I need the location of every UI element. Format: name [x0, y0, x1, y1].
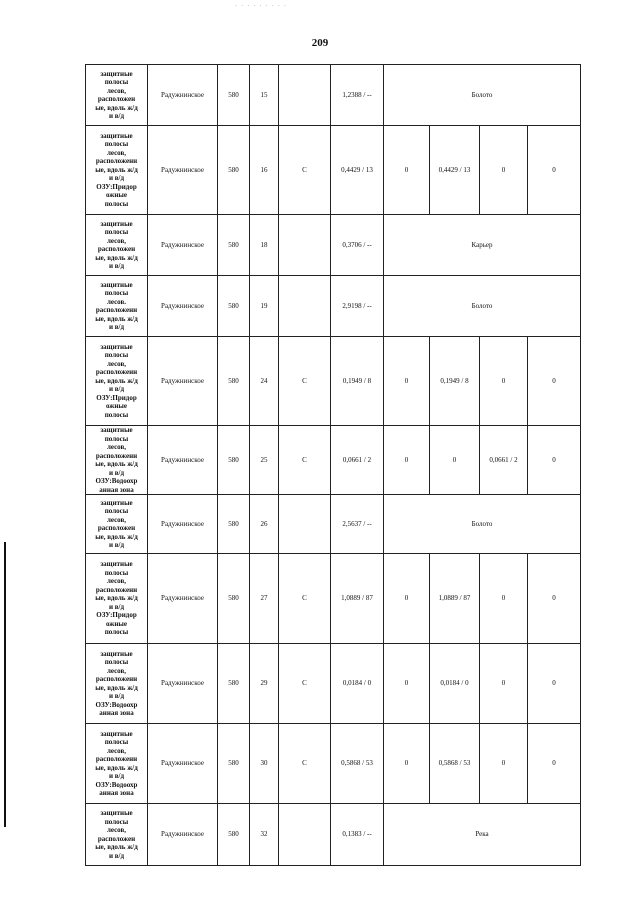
cell-land-type: Карьер — [384, 215, 581, 276]
cell-purpose — [86, 337, 148, 426]
cell-purpose — [86, 644, 148, 724]
cell-district: Радужнинское — [148, 337, 218, 426]
table-row — [86, 724, 581, 804]
purpose-line: защитные — [100, 342, 133, 351]
table-row — [86, 554, 581, 644]
cell-value-3: 0 — [480, 337, 528, 426]
purpose-line: полосы — [104, 289, 129, 297]
purpose-line: полосы — [104, 351, 129, 360]
cell-purpose — [86, 65, 148, 126]
purpose-line: защитные — [100, 809, 133, 817]
purpose-line: расположенн — [95, 157, 138, 166]
cell-area: 1,2388 / -- — [331, 65, 384, 126]
purpose-line: лесов, — [106, 443, 127, 451]
purpose-line: расположен — [97, 245, 136, 253]
cell-land-type: Болото — [384, 65, 581, 126]
cell-value-4: 0 — [528, 337, 581, 426]
cell-area: 2,5637 / -- — [331, 495, 384, 554]
purpose-line: и в/д — [108, 262, 125, 270]
cell-value-1: 0 — [384, 337, 430, 426]
cell-area: 0,4429 / 13 — [331, 126, 384, 215]
cell-value-4: 0 — [528, 554, 581, 644]
cell-purpose — [86, 126, 148, 215]
purpose-line: анная зона — [99, 789, 134, 797]
table-row — [86, 426, 581, 495]
cell-area: 0,1383 / -- — [331, 804, 384, 866]
purpose-line: ожные — [105, 191, 127, 200]
purpose-line: ОЗУ:Придор — [96, 393, 137, 402]
purpose-line: полосы — [104, 228, 129, 236]
purpose-line: защитные — [100, 649, 133, 658]
purpose-line: ОЗУ:Водоохр — [95, 477, 138, 485]
cell-value-2: 1,0889 / 87 — [430, 554, 480, 644]
forest-plots-table — [85, 64, 581, 866]
purpose-line: полосы — [104, 507, 129, 515]
page-number: 209 — [311, 37, 329, 49]
cell-area: 2,9198 / -- — [331, 276, 384, 337]
purpose-line: и в/д — [108, 692, 125, 700]
cell-land-type: Болото — [384, 276, 581, 337]
cell-quarter: 580 — [218, 337, 250, 426]
table-row — [86, 495, 581, 554]
cell-purpose — [86, 495, 148, 554]
cell-plot: 15 — [250, 65, 279, 126]
cell-plot: 25 — [250, 426, 279, 495]
cell-plot: 16 — [250, 126, 279, 215]
cell-value-2: 0,1949 / 8 — [430, 337, 480, 426]
purpose-line: полосы — [104, 199, 129, 208]
cell-purpose — [86, 215, 148, 276]
purpose-line: ые, вдоль ж/д — [95, 314, 138, 323]
table-row — [86, 804, 581, 866]
purpose-line: расположен — [97, 524, 136, 532]
purpose-line: и в/д — [108, 468, 125, 477]
purpose-line: и в/д — [108, 541, 125, 549]
purpose-line: ые, вдоль ж/д — [95, 253, 138, 262]
purpose-line: полосы — [104, 78, 129, 86]
purpose-line: защитные — [100, 426, 133, 434]
purpose-line: полосы — [104, 817, 129, 826]
cell-land-type: Болото — [384, 495, 581, 554]
table-row — [86, 644, 581, 724]
purpose-line: защитные — [100, 69, 133, 78]
purpose-line: защитные — [100, 280, 133, 289]
purpose-line: и в/д — [108, 323, 125, 331]
cell-value-3: 0 — [480, 644, 528, 724]
cell-purpose — [86, 554, 148, 644]
purpose-line: полосы — [104, 568, 129, 577]
purpose-line: ые, вдоль ж/д — [95, 532, 138, 541]
cell-value-2: 0 — [430, 426, 480, 495]
cell-value-3: 0 — [480, 724, 528, 804]
cell-district: Радужнинское — [148, 644, 218, 724]
cell-purpose — [86, 426, 148, 495]
table-row — [86, 337, 581, 426]
purpose-line: лесов, — [106, 86, 127, 95]
cell-plot: 18 — [250, 215, 279, 276]
cell-value-1: 0 — [384, 724, 430, 804]
purpose-line: лесов, — [106, 746, 127, 755]
purpose-line: защитные — [100, 131, 133, 140]
cell-plot: 29 — [250, 644, 279, 724]
cell-quarter: 580 — [218, 644, 250, 724]
cell-area: 0,0184 / 0 — [331, 644, 384, 724]
cell-purpose — [86, 724, 148, 804]
cell-category — [279, 65, 331, 126]
purpose-line: полосы — [104, 140, 129, 149]
purpose-line: защитные — [100, 498, 133, 507]
purpose-line: полосы — [104, 628, 129, 637]
cell-value-4: 0 — [528, 724, 581, 804]
cell-quarter: 580 — [218, 426, 250, 495]
cell-value-3: 0 — [480, 126, 528, 215]
cell-quarter: 580 — [218, 215, 250, 276]
purpose-line: ые, вдоль ж/д — [95, 683, 138, 692]
cell-area: 1,0889 / 87 — [331, 554, 384, 644]
purpose-line: расположенн — [95, 585, 138, 594]
purpose-line: и в/д — [108, 174, 125, 183]
cell-quarter: 580 — [218, 65, 250, 126]
purpose-line: защитные — [100, 560, 133, 569]
purpose-line: ОЗУ:Водоохр — [95, 700, 138, 709]
table-row — [86, 276, 581, 337]
cell-area: 0,3706 / -- — [331, 215, 384, 276]
cell-district: Радужнинское — [148, 724, 218, 804]
table-row — [86, 126, 581, 215]
margin-bar — [4, 542, 6, 827]
cell-category — [279, 804, 331, 866]
cell-value-3: 0 — [480, 554, 528, 644]
cell-area: 0,1949 / 8 — [331, 337, 384, 426]
cell-category — [279, 276, 331, 337]
purpose-line: лесов, — [106, 826, 127, 834]
cell-plot: 27 — [250, 554, 279, 644]
purpose-line: ОЗУ:Придор — [96, 182, 137, 191]
purpose-line: полосы — [104, 658, 129, 666]
cell-category — [279, 495, 331, 554]
purpose-line: лесов, — [106, 666, 127, 675]
purpose-line: расположенн — [95, 368, 138, 377]
cell-purpose — [86, 276, 148, 337]
purpose-line: ые, вдоль ж/д — [95, 376, 138, 385]
cell-category: С — [279, 644, 331, 724]
purpose-line: лесов, — [106, 359, 127, 368]
cell-value-4: 0 — [528, 126, 581, 215]
cell-value-2: 0,0184 / 0 — [430, 644, 480, 724]
purpose-line: ожные — [105, 402, 127, 411]
cell-quarter: 580 — [218, 554, 250, 644]
purpose-line: анная зона — [99, 485, 134, 494]
cell-district: Радужнинское — [148, 495, 218, 554]
purpose-line: ые, вдоль ж/д — [95, 460, 138, 468]
purpose-line: и в/д — [108, 385, 125, 394]
purpose-line: лесов, — [106, 515, 127, 524]
cell-plot: 24 — [250, 337, 279, 426]
cell-quarter: 580 — [218, 804, 250, 866]
purpose-line: ые, вдоль ж/д — [95, 165, 138, 174]
cell-category: С — [279, 426, 331, 495]
purpose-line: ые, вдоль ж/д — [95, 843, 138, 851]
table-row — [86, 215, 581, 276]
purpose-line: лесов, — [106, 577, 127, 586]
cell-district: Радужнинское — [148, 215, 218, 276]
cell-value-4: 0 — [528, 426, 581, 495]
cell-category: С — [279, 554, 331, 644]
purpose-line: ожные — [105, 619, 127, 628]
purpose-line: расположенн — [95, 755, 138, 763]
cell-plot: 26 — [250, 495, 279, 554]
purpose-line: ОЗУ:Водоохр — [95, 780, 138, 789]
purpose-line: лесов, — [106, 148, 127, 157]
purpose-line: лесов, — [106, 236, 127, 245]
cell-category: С — [279, 724, 331, 804]
cell-value-2: 0,4429 / 13 — [430, 126, 480, 215]
purpose-line: полосы — [104, 738, 129, 746]
cell-value-2: 0,5868 / 53 — [430, 724, 480, 804]
cell-area: 0,0661 / 2 — [331, 426, 384, 495]
purpose-line: защитные — [100, 729, 133, 738]
purpose-line: и в/д — [108, 112, 125, 120]
cell-value-3: 0,0661 / 2 — [480, 426, 528, 495]
purpose-line: ые, вдоль ж/д — [95, 103, 138, 112]
cell-district: Радужнинское — [148, 426, 218, 495]
cell-quarter: 580 — [218, 126, 250, 215]
purpose-line: анная зона — [99, 709, 134, 717]
purpose-line: и в/д — [108, 772, 125, 780]
table-body — [86, 65, 581, 866]
cell-district: Радужнинское — [148, 276, 218, 337]
cell-district: Радужнинское — [148, 126, 218, 215]
purpose-line: расположен — [97, 95, 136, 103]
purpose-line: полосы — [104, 434, 129, 443]
purpose-line: и в/д — [108, 851, 125, 860]
cell-plot: 30 — [250, 724, 279, 804]
cell-district: Радужнинское — [148, 804, 218, 866]
cell-plot: 32 — [250, 804, 279, 866]
cell-category — [279, 215, 331, 276]
cell-district: Радужнинское — [148, 554, 218, 644]
cell-plot: 19 — [250, 276, 279, 337]
cell-quarter: 580 — [218, 724, 250, 804]
cell-land-type: Река — [384, 804, 581, 866]
purpose-line: расположен — [97, 834, 136, 843]
purpose-line: ые, вдоль ж/д — [95, 763, 138, 772]
cell-value-1: 0 — [384, 126, 430, 215]
cell-category: С — [279, 337, 331, 426]
purpose-line: ОЗУ:Придор — [96, 611, 137, 620]
cell-quarter: 580 — [218, 276, 250, 337]
cell-value-1: 0 — [384, 554, 430, 644]
cell-value-4: 0 — [528, 644, 581, 724]
purpose-line: лесов. — [106, 297, 127, 306]
cell-value-1: 0 — [384, 426, 430, 495]
purpose-line: расположенн — [95, 451, 138, 460]
cell-purpose — [86, 804, 148, 866]
purpose-line: полосы — [104, 410, 129, 419]
cell-category: С — [279, 126, 331, 215]
purpose-line: защитные — [100, 219, 133, 228]
cell-area: 0,5868 / 53 — [331, 724, 384, 804]
purpose-line: ые, вдоль ж/д — [95, 594, 138, 603]
cell-value-1: 0 — [384, 644, 430, 724]
purpose-line: и в/д — [108, 602, 125, 611]
cell-district: Радужнинское — [148, 65, 218, 126]
cell-quarter: 580 — [218, 495, 250, 554]
table-row — [86, 65, 581, 126]
purpose-line: расположенн — [95, 306, 138, 314]
purpose-line: расположенн — [95, 675, 138, 683]
scan-marks: · · · · · · · · · — [235, 2, 287, 10]
